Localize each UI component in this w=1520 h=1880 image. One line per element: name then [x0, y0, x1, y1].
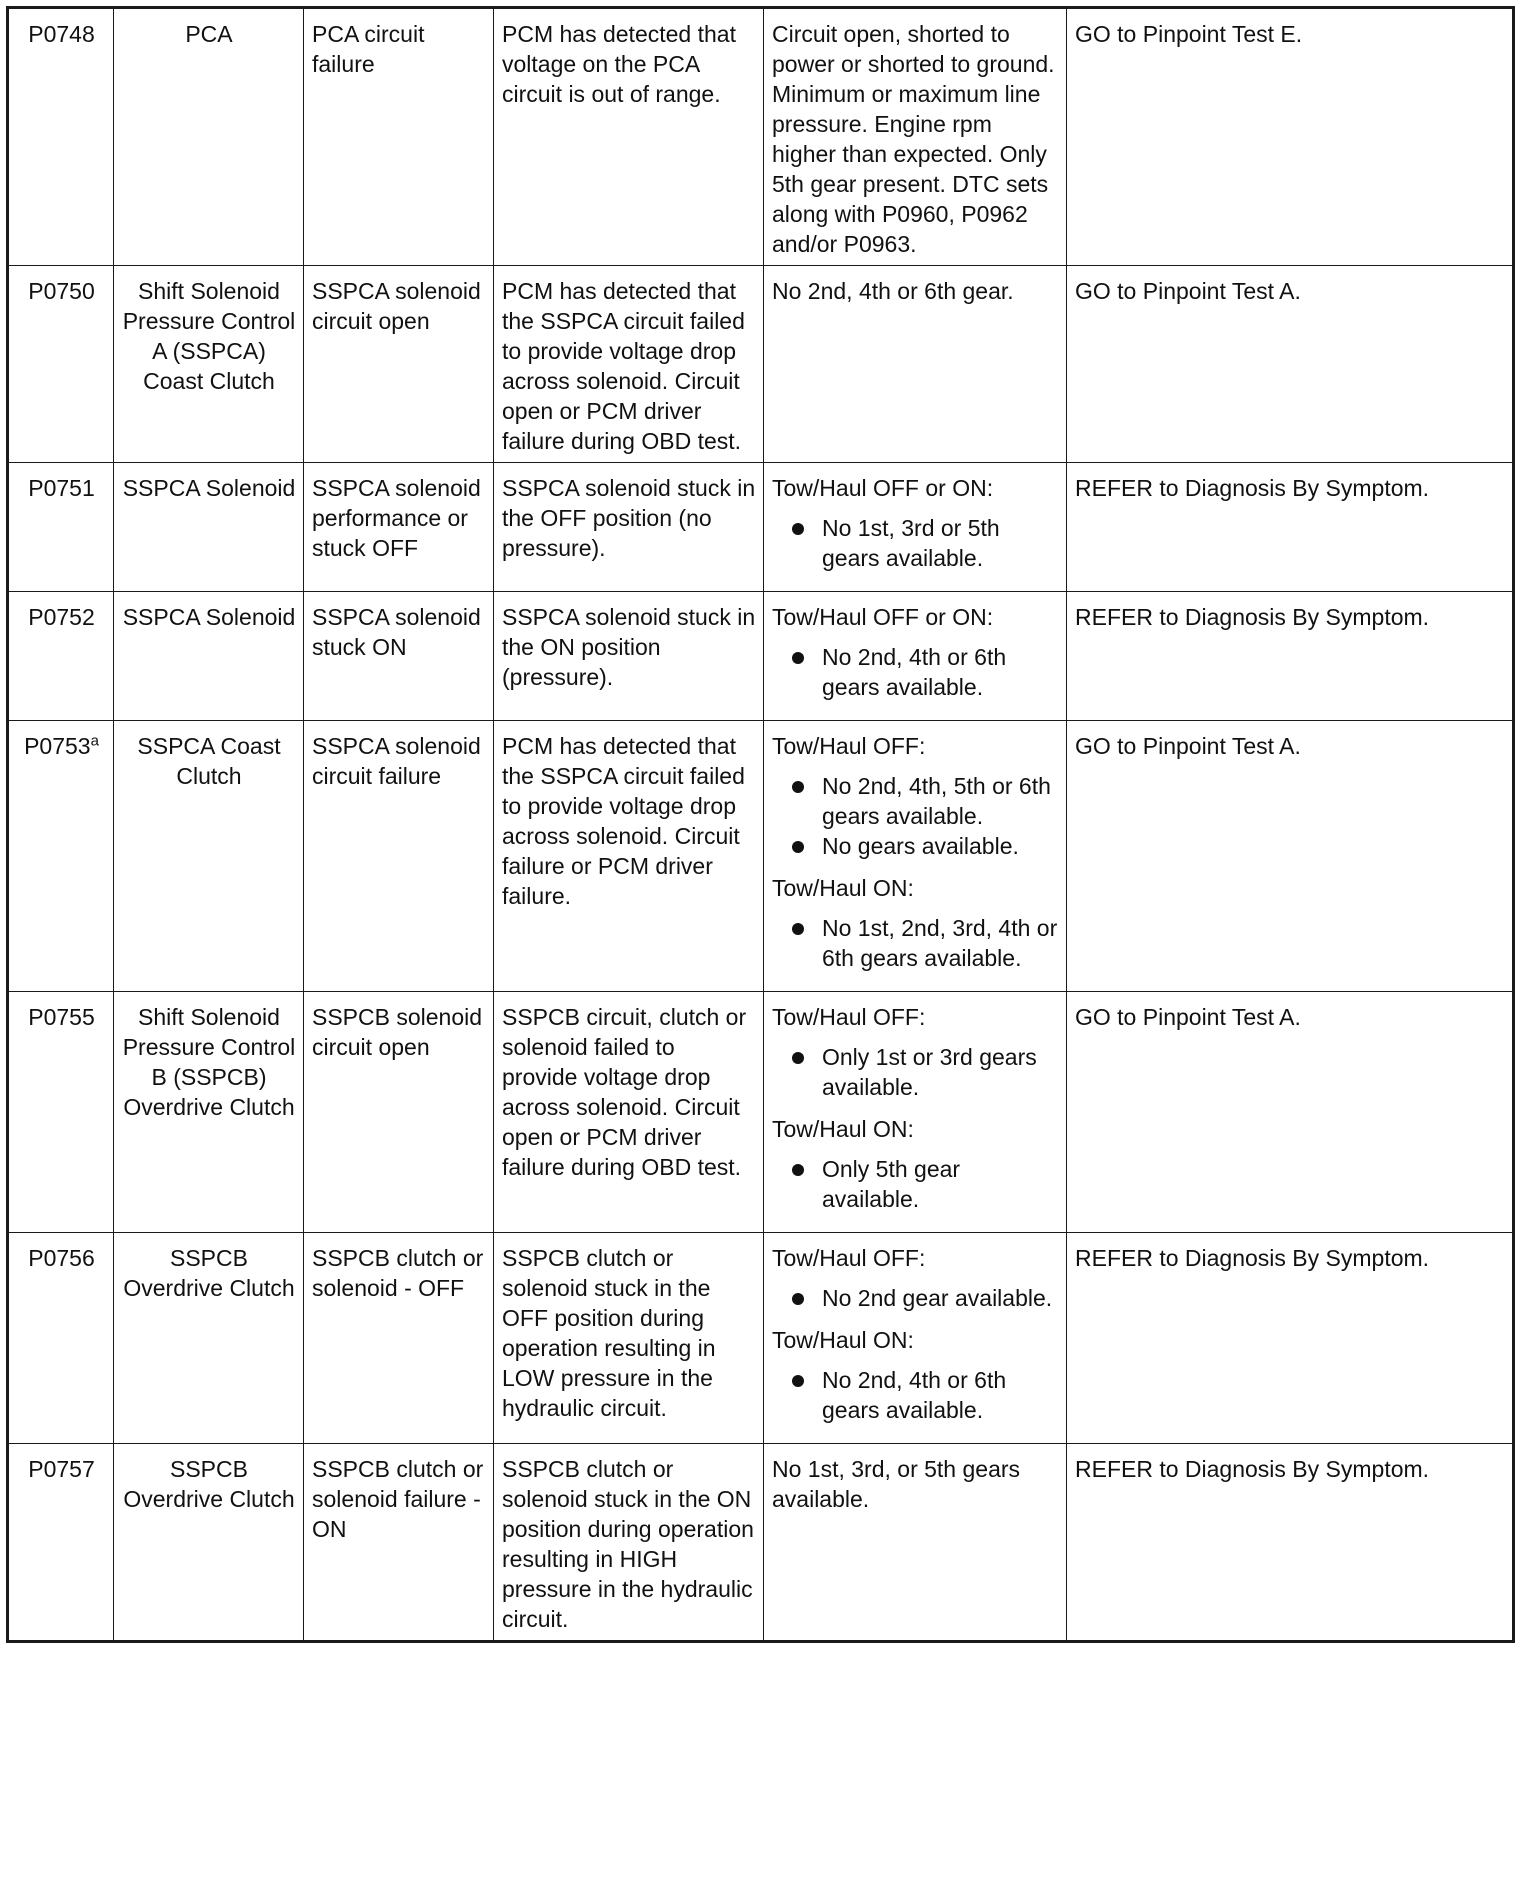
- symptom-item: Only 5th gear available.: [772, 1154, 1059, 1214]
- table-row: [8, 463, 1514, 592]
- bullet-icon: [792, 1293, 804, 1305]
- description-cell: SSPCB clutch or solenoid - OFF: [304, 1233, 494, 1444]
- action-cell: GO to Pinpoint Test E.: [1067, 8, 1514, 266]
- action-cell: REFER to Diagnosis By Symptom.: [1067, 1233, 1514, 1444]
- description-cell: PCA circuit failure: [304, 8, 494, 266]
- table-row: [8, 721, 1514, 992]
- symptom-item: No 2nd gear available.: [772, 1283, 1059, 1313]
- description-cell: SSPCA solenoid circuit failure: [304, 721, 494, 992]
- symptom-cell: [764, 8, 1067, 266]
- dtc-code: P0750: [28, 278, 95, 304]
- symptom-list: [772, 513, 1059, 573]
- symptom-list: [772, 642, 1059, 702]
- table-row: [8, 8, 1514, 266]
- dtc-code: P0751: [28, 475, 95, 501]
- tow-haul-label: Tow/Haul OFF or ON:: [772, 604, 994, 630]
- symptom-text: No 1st, 3rd, or 5th gears available.: [772, 1456, 1021, 1512]
- component-cell: Shift Solenoid Pressure Control A (SSPCA) Coast Clutch: [114, 266, 304, 463]
- symptom-cell: [764, 721, 1067, 992]
- tow-haul-label: Tow/Haul OFF:: [772, 1245, 926, 1271]
- symptom-cell: [764, 1233, 1067, 1444]
- tow-haul-label: Tow/Haul ON:: [772, 875, 914, 901]
- symptom-item: Only 1st or 3rd gears available.: [772, 1042, 1059, 1102]
- component-cell: SSPCA Coast Clutch: [114, 721, 304, 992]
- dtc-table-body: [8, 8, 1514, 1642]
- table-row: [8, 592, 1514, 721]
- symptom-cell: [764, 592, 1067, 721]
- condition-cell: SSPCA solenoid stuck in the ON position (pressure).: [494, 592, 764, 721]
- bullet-icon: [792, 841, 804, 853]
- condition-cell: SSPCA solenoid stuck in the OFF position (no pressure).: [494, 463, 764, 592]
- symptom-list: [772, 1283, 1059, 1313]
- symptom-item: No 2nd, 4th or 6th gears available.: [772, 1365, 1059, 1425]
- description-cell: SSPCA solenoid circuit open: [304, 266, 494, 463]
- bullet-icon: [792, 652, 804, 664]
- condition-cell: PCM has detected that voltage on the PCA circuit is out of range.: [494, 8, 764, 266]
- dtc-code: P0752: [28, 604, 95, 630]
- action-cell: GO to Pinpoint Test A.: [1067, 992, 1514, 1233]
- dtc-code-cell: [8, 8, 114, 266]
- symptom-item: No 2nd, 4th, 5th or 6th gears available.: [772, 771, 1059, 831]
- table-row: [8, 992, 1514, 1233]
- action-cell: REFER to Diagnosis By Symptom.: [1067, 592, 1514, 721]
- symptom-list: [772, 1365, 1059, 1425]
- bullet-icon: [792, 923, 804, 935]
- symptom-list: [772, 771, 1059, 861]
- component-cell: SSPCB Overdrive Clutch: [114, 1444, 304, 1642]
- symptom-cell: [764, 1444, 1067, 1642]
- symptom-cell: [764, 992, 1067, 1233]
- description-cell: SSPCB solenoid circuit open: [304, 992, 494, 1233]
- symptom-text: Circuit open, shorted to power or shorted to ground. Minimum or maximum line pressure. Engine rpm higher than expected. Only 5th gear present. DTC sets along with P0960, P0962 and/or P0963.: [772, 21, 1055, 257]
- symptom-text: No 2nd, 4th or 6th gear.: [772, 278, 1014, 304]
- description-cell: SSPCA solenoid stuck ON: [304, 592, 494, 721]
- condition-cell: SSPCB circuit, clutch or solenoid failed to provide voltage drop across solenoid. Circuit open or PCM driver failure during OBD test.: [494, 992, 764, 1233]
- symptom-item: No 1st, 3rd or 5th gears available.: [772, 513, 1059, 573]
- dtc-code-cell: [8, 721, 114, 992]
- symptom-list: [772, 913, 1059, 973]
- symptom-cell: [764, 463, 1067, 592]
- component-cell: SSPCA Solenoid: [114, 592, 304, 721]
- symptom-cell: [764, 266, 1067, 463]
- description-cell: SSPCB clutch or solenoid failure - ON: [304, 1444, 494, 1642]
- component-cell: SSPCB Overdrive Clutch: [114, 1233, 304, 1444]
- condition-cell: PCM has detected that the SSPCA circuit failed to provide voltage drop across solenoid. Circuit open or PCM driver failure during OBD test.: [494, 266, 764, 463]
- dtc-code-cell: [8, 992, 114, 1233]
- bullet-icon: [792, 1375, 804, 1387]
- tow-haul-label: Tow/Haul OFF:: [772, 733, 926, 759]
- dtc-code: P0756: [28, 1245, 95, 1271]
- dtc-code: P0755: [28, 1004, 95, 1030]
- bullet-icon: [792, 781, 804, 793]
- condition-cell: PCM has detected that the SSPCA circuit failed to provide voltage drop across solenoid. Circuit failure or PCM driver failure.: [494, 721, 764, 992]
- symptom-item: No 2nd, 4th or 6th gears available.: [772, 642, 1059, 702]
- tow-haul-label: Tow/Haul ON:: [772, 1116, 914, 1142]
- condition-cell: SSPCB clutch or solenoid stuck in the OFF position during operation resulting in LOW pressure in the hydraulic circuit.: [494, 1233, 764, 1444]
- bullet-icon: [792, 1164, 804, 1176]
- symptom-list: [772, 1154, 1059, 1214]
- dtc-code: P0757: [28, 1456, 95, 1482]
- action-cell: GO to Pinpoint Test A.: [1067, 721, 1514, 992]
- action-cell: REFER to Diagnosis By Symptom.: [1067, 463, 1514, 592]
- component-cell: Shift Solenoid Pressure Control B (SSPCB) Overdrive Clutch: [114, 992, 304, 1233]
- symptom-item: No gears available.: [772, 831, 1059, 861]
- dtc-code-cell: [8, 1233, 114, 1444]
- dtc-code: P0748: [28, 21, 95, 47]
- dtc-code-cell: [8, 1444, 114, 1642]
- tow-haul-label: Tow/Haul OFF or ON:: [772, 475, 994, 501]
- action-cell: REFER to Diagnosis By Symptom.: [1067, 1444, 1514, 1642]
- action-cell: GO to Pinpoint Test A.: [1067, 266, 1514, 463]
- dtc-code-cell: [8, 592, 114, 721]
- table-row: [8, 1444, 1514, 1642]
- component-cell: PCA: [114, 8, 304, 266]
- dtc-code: P0753: [24, 733, 91, 759]
- dtc-code-cell: [8, 463, 114, 592]
- dtc-code-cell: [8, 266, 114, 463]
- symptom-list: [772, 1042, 1059, 1102]
- condition-cell: SSPCB clutch or solenoid stuck in the ON position during operation resulting in HIGH pressure in the hydraulic circuit.: [494, 1444, 764, 1642]
- table-row: [8, 1233, 1514, 1444]
- tow-haul-label: Tow/Haul OFF:: [772, 1004, 926, 1030]
- table-row: [8, 266, 1514, 463]
- footnote-marker: a: [90, 732, 99, 750]
- symptom-item: No 1st, 2nd, 3rd, 4th or 6th gears available.: [772, 913, 1059, 973]
- tow-haul-label: Tow/Haul ON:: [772, 1327, 914, 1353]
- description-cell: SSPCA solenoid performance or stuck OFF: [304, 463, 494, 592]
- bullet-icon: [792, 1052, 804, 1064]
- bullet-icon: [792, 523, 804, 535]
- component-cell: SSPCA Solenoid: [114, 463, 304, 592]
- dtc-table: [6, 6, 1515, 1643]
